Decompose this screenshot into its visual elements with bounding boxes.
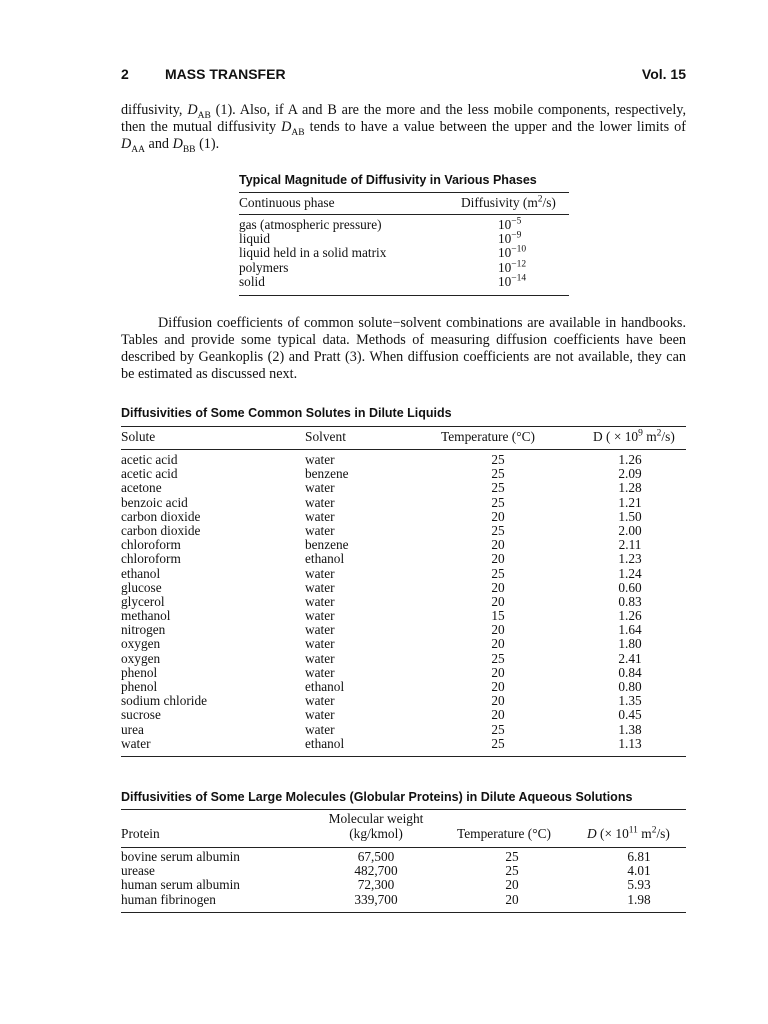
table1-header xyxy=(239,195,569,211)
molecular-weight-cell: 67,500 xyxy=(357,849,395,864)
solute-cell: acetone xyxy=(121,480,162,496)
diffusivity-cell: 0.83 xyxy=(618,593,642,609)
solvent-cell: ethanol xyxy=(305,551,345,567)
page-number: 2 xyxy=(121,66,129,82)
diffusivity-cell: 5.93 xyxy=(627,877,651,893)
temperature-cell: 25 xyxy=(505,863,519,879)
table-row xyxy=(121,453,686,467)
table-row xyxy=(121,552,686,566)
diffusivity-cell: 6.81 xyxy=(627,849,651,864)
diffusivity-base: 10 xyxy=(498,259,512,275)
temperature-cell: 25 xyxy=(505,849,519,864)
solvent-cell: ethanol xyxy=(305,735,345,751)
temperature-cell: 25 xyxy=(491,565,505,581)
solvent-cell: water xyxy=(305,664,335,680)
diffusivity-cell: 0.45 xyxy=(618,707,642,723)
phase-cell: solid xyxy=(239,273,265,289)
diffusivity-base: 10 xyxy=(498,273,512,289)
solvent-cell: water xyxy=(305,480,335,496)
table2-col-diffusivity: D ( × $10^9$ $m^2/s$) xyxy=(593,428,675,444)
temperature-cell: 20 xyxy=(491,508,505,524)
protein-cell: bovine serum albumin xyxy=(121,849,240,864)
table-row xyxy=(121,708,686,722)
solute-cell: phenol xyxy=(121,664,158,680)
table-row xyxy=(121,652,686,666)
temperature-cell: 25 xyxy=(491,466,505,482)
running-title: MASS TRANSFER xyxy=(165,66,286,82)
temperature-cell: 20 xyxy=(491,636,505,652)
table2-caption: Diffusivities of Some Common Solutes in Dilute Liquids xyxy=(121,406,452,420)
temperature-cell: 20 xyxy=(491,693,505,709)
table1-header-rule xyxy=(239,214,569,215)
temperature-cell: 20 xyxy=(491,679,505,694)
temperature-cell: 15 xyxy=(491,608,505,624)
table-row xyxy=(121,567,686,581)
solute-cell: chloroform xyxy=(121,551,181,567)
diffusivity-cell: 1.98 xyxy=(627,891,651,907)
table3-caption: Diffusivities of Some Large Molecules (Globular Proteins) in Dilute Aqueous Solutions xyxy=(121,790,633,804)
table-row xyxy=(121,524,686,538)
solute-cell: chloroform xyxy=(121,537,181,553)
phase-cell: liquid xyxy=(239,231,271,247)
volume-label: Vol. 15 xyxy=(641,66,686,82)
protein-cell: urease xyxy=(121,863,155,879)
table-row xyxy=(121,737,686,751)
diffusivity-base: 10 xyxy=(498,231,512,247)
diffusivity-cell: 1.26 xyxy=(618,452,642,467)
molecular-weight-cell: 482,700 xyxy=(354,863,398,879)
solvent-cell: water xyxy=(305,693,335,709)
table2-top-rule xyxy=(121,426,686,427)
temperature-cell: 20 xyxy=(491,537,505,553)
diffusivity-exponent: −12 xyxy=(511,259,527,270)
diffusivity-cell: 1.64 xyxy=(618,622,642,638)
table3-top-rule xyxy=(121,809,686,810)
table2-col-temperature: Temperature (°C) xyxy=(441,429,536,444)
diffusivity-cell: 1.23 xyxy=(618,551,642,567)
diffusivity-exponent: −14 xyxy=(511,273,527,284)
table3-header-rule xyxy=(121,847,686,848)
table3-col-mw-line1: Molecular weight xyxy=(328,811,424,826)
diffusivity-cell: 2.00 xyxy=(618,522,642,538)
diffusivity-cell: 1.24 xyxy=(618,565,642,581)
table-row xyxy=(121,496,686,510)
diffusivity-cell: 0.84 xyxy=(618,664,642,680)
molecular-weight-cell: 72,300 xyxy=(357,877,395,893)
table-row xyxy=(121,878,686,892)
diffusivity-exponent: −10 xyxy=(511,244,527,255)
table2-body xyxy=(121,453,686,751)
table3-body xyxy=(121,850,686,907)
table2-col-solute: Solute xyxy=(121,429,156,444)
table-row xyxy=(121,723,686,737)
temperature-cell: 25 xyxy=(491,522,505,538)
table-row xyxy=(121,694,686,708)
table1-col-diffusivity: Diffusivity $(m^2/s)$ xyxy=(461,194,556,210)
temperature-cell: 25 xyxy=(491,735,505,751)
solvent-cell: water xyxy=(305,721,335,737)
solute-cell: acetic acid xyxy=(121,466,178,482)
table3-col-temperature: Temperature (°C) xyxy=(457,826,552,841)
table3-col-diffusivity: D (× $10^{11}$ $m^2/s$) xyxy=(587,825,670,841)
solute-cell: oxygen xyxy=(121,650,161,666)
temperature-cell: 20 xyxy=(491,551,505,567)
protein-cell: human fibrinogen xyxy=(121,891,216,907)
solute-cell: carbon dioxide xyxy=(121,522,201,538)
diffusivity-cell: 0.80 xyxy=(618,679,642,694)
table2-bottom-rule xyxy=(121,756,686,757)
phase-cell: liquid held in a solid matrix xyxy=(239,245,387,261)
table-row xyxy=(121,581,686,595)
diffusivity-base: 10 xyxy=(498,217,512,232)
temperature-cell: 20 xyxy=(491,664,505,680)
diffusivity-base: 10 xyxy=(498,245,512,261)
solute-cell: water xyxy=(121,735,151,751)
table1-col-phase: Continuous phase xyxy=(239,195,335,210)
diffusivity-cell: 2.11 xyxy=(618,537,642,553)
diffusivity-cell: 4.01 xyxy=(627,863,651,879)
phase-cell: polymers xyxy=(239,259,289,275)
solute-cell: ethanol xyxy=(121,565,161,581)
solvent-cell: water xyxy=(305,707,335,723)
solvent-cell: water xyxy=(305,522,335,538)
diffusivity-exponent: −5 xyxy=(511,216,522,227)
table-row xyxy=(121,609,686,623)
table-row xyxy=(121,680,686,694)
table1-top-rule xyxy=(239,192,569,193)
solute-cell: carbon dioxide xyxy=(121,508,201,524)
temperature-cell: 20 xyxy=(491,593,505,609)
solute-cell: oxygen xyxy=(121,636,161,652)
solvent-cell: water xyxy=(305,636,335,652)
table-row xyxy=(121,864,686,878)
temperature-cell: 25 xyxy=(491,480,505,496)
diffusivity-cell: 2.41 xyxy=(618,650,642,666)
table3-bottom-rule xyxy=(121,912,686,913)
body-paragraph: Diffusion coefficients of common solute−solvent combinations are available in handbooks. Tables and provide some typical data. Methods of measuring diffusion coefficients have been described by Geankoplis (2) and Pratt (3). When diffusion coefficients are not available, they can be estimated as discussed next. xyxy=(121,315,686,382)
table-row xyxy=(121,666,686,680)
diffusivity-cell: 1.35 xyxy=(618,693,642,709)
diffusivity-cell: 1.50 xyxy=(618,508,642,524)
table3-header xyxy=(121,811,686,845)
phase-cell: gas (atmospheric pressure) xyxy=(239,217,382,232)
temperature-cell: 25 xyxy=(491,494,505,510)
diffusivity-cell: 1.13 xyxy=(618,735,642,751)
diffusivity-cell: 1.80 xyxy=(618,636,642,652)
solvent-cell: benzene xyxy=(305,537,349,553)
table3-col-mw-line2: (kg/kmol) xyxy=(349,826,403,841)
temperature-cell: 20 xyxy=(505,877,519,893)
solute-cell: glycerol xyxy=(121,593,165,609)
temperature-cell: 20 xyxy=(491,707,505,723)
solvent-cell: water xyxy=(305,579,335,595)
table-row xyxy=(121,637,686,651)
solvent-cell: ethanol xyxy=(305,679,345,694)
solute-cell: urea xyxy=(121,721,144,737)
diffusivity-cell: 2.09 xyxy=(618,466,642,482)
temperature-cell: 25 xyxy=(491,452,505,467)
solvent-cell: water xyxy=(305,608,335,624)
solvent-cell: benzene xyxy=(305,466,349,482)
solute-cell: acetic acid xyxy=(121,452,178,467)
table1-bottom-rule xyxy=(239,295,569,296)
solute-cell: phenol xyxy=(121,679,158,694)
diffusivity-cell xyxy=(498,275,526,289)
table-row xyxy=(239,275,569,289)
table-row xyxy=(121,510,686,524)
solvent-cell: water xyxy=(305,650,335,666)
diffusivity-cell: 1.28 xyxy=(618,480,642,496)
diffusivity-cell: 1.26 xyxy=(618,608,642,624)
solvent-cell: water xyxy=(305,565,335,581)
solvent-cell: water xyxy=(305,508,335,524)
solute-cell: glucose xyxy=(121,579,162,595)
table3-col-protein: Protein xyxy=(121,826,160,841)
solute-cell: sucrose xyxy=(121,707,161,723)
table1-caption: Typical Magnitude of Diffusivity in Various Phases xyxy=(239,173,537,187)
table2-header-rule xyxy=(121,449,686,450)
temperature-cell: 25 xyxy=(491,650,505,666)
protein-cell: human serum albumin xyxy=(121,877,240,893)
temperature-cell: 25 xyxy=(491,721,505,737)
table-row xyxy=(121,893,686,907)
table-row xyxy=(121,850,686,864)
table-row xyxy=(121,481,686,495)
solute-cell: sodium chloride xyxy=(121,693,208,709)
solvent-cell: water xyxy=(305,622,335,638)
solute-cell: benzoic acid xyxy=(121,494,188,510)
table-row xyxy=(121,595,686,609)
diffusivity-cell: 1.21 xyxy=(618,494,642,510)
table2-header xyxy=(121,429,686,445)
diffusivity-cell: 0.60 xyxy=(618,579,642,595)
diffusivity-cell: 1.38 xyxy=(618,721,642,737)
table1-body xyxy=(239,218,569,289)
solvent-cell: water xyxy=(305,452,335,467)
table-row xyxy=(121,623,686,637)
solvent-cell: water xyxy=(305,494,335,510)
temperature-cell: 20 xyxy=(491,579,505,595)
temperature-cell: 20 xyxy=(505,891,519,907)
table2-col-solvent: Solvent xyxy=(305,429,346,444)
temperature-cell: 20 xyxy=(491,622,505,638)
table-row xyxy=(121,538,686,552)
intro-paragraph: diffusivity, $D_{AB}$ (1). Also, if A and B are the more and the less mobile components, respectively, then the mutual diffusivity $D_{AB}$ tends to have a value between the upper and the lower limits of $D_{AA}$ and $D_{BB}$ (1). xyxy=(121,102,686,155)
solvent-cell: water xyxy=(305,593,335,609)
diffusivity-exponent: −9 xyxy=(511,230,522,241)
running-head xyxy=(121,66,686,86)
table-row xyxy=(121,467,686,481)
solute-cell: nitrogen xyxy=(121,622,166,638)
solute-cell: methanol xyxy=(121,608,171,624)
molecular-weight-cell: 339,700 xyxy=(354,891,398,907)
